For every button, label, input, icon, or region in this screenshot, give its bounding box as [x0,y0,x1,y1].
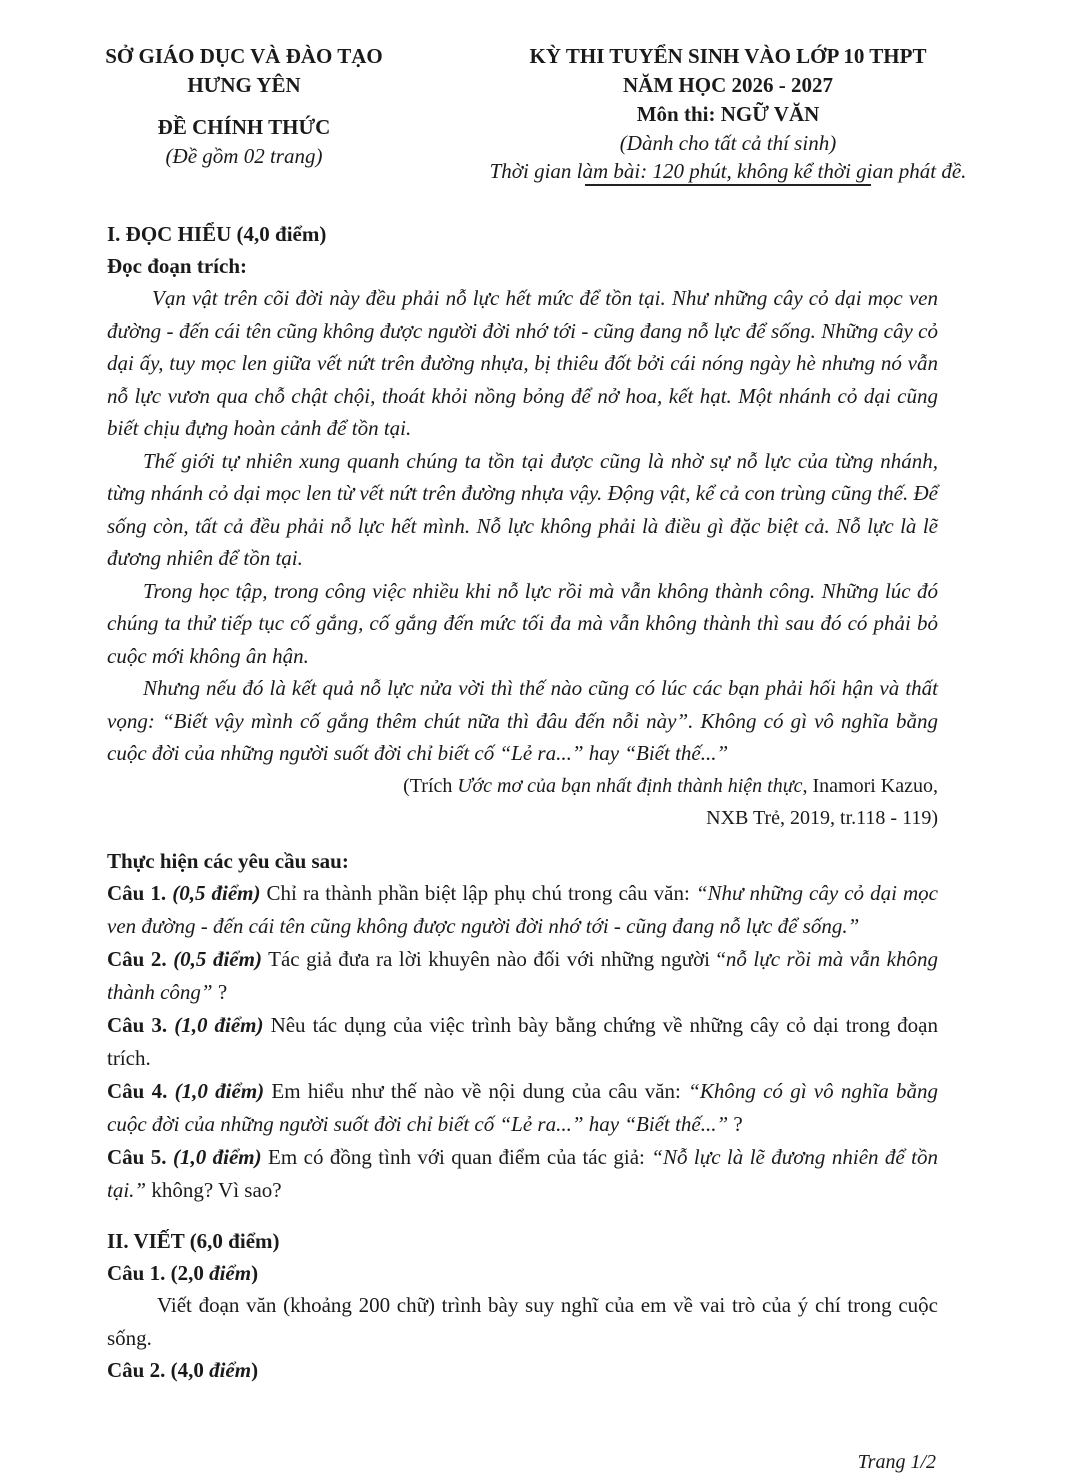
question-tail: không? Vì sao? [146,1177,282,1202]
citation-author: , Inamori Kazuo, [802,774,938,797]
writing-question-1-title: Câu 1. (2,0 điểm) [107,1260,259,1285]
writing-question-2-title: Câu 2. (4,0 điểm) [107,1357,259,1382]
exam-content [107,218,938,1386]
department-name: SỞ GIÁO DỤC VÀ ĐÀO TẠO [105,44,383,68]
subject-line: Môn thi: NGỮ VĂN [636,102,820,126]
tasks-title: Thực hiện các yêu cầu sau: [107,848,349,873]
audience-note: (Dành cho tất cả thí sinh) [619,131,837,155]
passage-paragraph: Thế giới tự nhiên xung quanh chúng ta tồn tại được cũng là nhờ sự nỗ lực của từng nhánh, từng nhánh cỏ dại mọc len từ vết nứt trên đường nhựa vậy. Động vật, kể cả con trùng cũng thế. Để sống còn, tất cả đều phải nỗ lực hết mình. Nỗ lực không phải là điều gì đặc biệt cả. Nỗ lực là lẽ đương nhiên để tồn tại. [107,448,938,570]
question-3 [107,1009,938,1075]
question-4 [107,1075,938,1141]
reading-section-title: I. ĐỌC HIỂU (4,0 điểm) [107,222,327,246]
question-quote: “Nỗ lực là lẽ đương nhiên để tồn tại.” [107,1144,939,1202]
question-points: (1,0 điểm) [172,1144,262,1169]
reading-subtitle: Đọc đoạn trích: [107,254,247,278]
question-text: Em hiểu như thế nào về nội dung của câu văn: [264,1078,689,1103]
passage-paragraph: Vạn vật trên cõi đời này đều phải nỗ lực hết mức để tồn tại. Như những cây cỏ dại mọc ven đường - đến cái tên cũng không được người đời nhớ tới - cũng đang nỗ lực để sống. Những cây cỏ dại ấy, tuy mọc len giữa vết nứt trên đường nhựa, bị thiêu đốt bởi cái nóng ngày hè nhưng nó vẫn nỗ lực vươn qua chỗ chật chội, thoát khỏi nồng bỏng để nở hoa, kết hạt. Một nhánh cỏ dại cũng biết chịu đựng hoàn cảnh để tồn tại. [107,286,938,440]
question-label: Câu 2. [107,946,167,971]
question-5 [107,1141,938,1207]
question-label: Câu 5. [107,1144,167,1169]
header-right [478,42,978,185]
question-quote: “Như những cây cỏ dại mọc ven đường - đến cái tên cũng không được người đời nhớ tới - cũng đang nỗ lực để sống.” [107,880,938,938]
question-label: Câu 1. [107,880,167,905]
question-points: (0,5 điểm) [173,946,262,971]
citation-prefix: (Trích [403,774,458,797]
question-1 [107,877,938,943]
question-tail: ? [728,1111,743,1136]
province-name: HƯNG YÊN [187,73,301,97]
page-number: Trang 1/2 [857,1451,936,1473]
exam-title: KỲ THI TUYỂN SINH VÀO LỚP 10 THPT [529,44,927,68]
official-label: ĐỀ CHÍNH THỨC [157,115,331,139]
question-tail: ? [212,979,228,1004]
question-points: (0,5 điểm) [172,880,261,905]
question-text: Chỉ ra thành phần biệt lập phụ chú trong câu văn: [260,880,696,905]
question-text: Nêu tác dụng của việc trình bày bằng chứng về những cây cỏ dại trong đoạn trích. [107,1012,938,1070]
pages-note: (Đề gồm 02 trang) [165,144,323,168]
time-note: Thời gian làm bài: 120 phút, không kể thời gian phát đề. [489,159,967,183]
header-divider [585,184,871,186]
question-points: (1,0 điểm) [174,1078,265,1103]
header-left [96,42,392,170]
question-label: Câu 4. [107,1078,168,1103]
question-points: (1,0 điểm) [174,1012,264,1037]
source-citation [107,770,938,834]
question-label: Câu 3. [107,1012,168,1037]
writing-section-title: II. VIẾT (6,0 điểm) [107,1228,280,1253]
citation-publisher: NXB Trẻ, 2019, tr.118 - 119) [706,806,938,829]
question-quote: “Không có gì vô nghĩa bằng cuộc đời của những người suốt đời chỉ biết cố “Lẻ ra...” hay “Biết thế...” [107,1078,938,1136]
citation-work-title: Ước mơ của bạn nhất định thành hiện thực [457,774,803,797]
question-2 [107,943,938,1009]
passage-paragraph: Nhưng nếu đó là kết quả nỗ lực nửa vời thì thế nào cũng có lúc các bạn phải hối hận và thất vọng: “Biết vậy mình cố gắng thêm chút nữa thì đâu đến nỗi này”. Không có gì vô nghĩa bằng cuộc đời của những người suốt đời chỉ biết cố “Lẻ ra...” hay “Biết thế...” [107,676,938,765]
school-year: NĂM HỌC 2026 - 2027 [623,73,833,97]
question-text: Em có đồng tình với quan điểm của tác giả: [261,1144,652,1169]
question-text: Tác giả đưa ra lời khuyên nào đối với những người “ [261,946,726,971]
passage-paragraph: Trong học tập, trong công việc nhiều khi nỗ lực rồi mà vẫn không thành công. Những lúc đó chúng ta thử tiếp tục cố gắng, cố gắng đến mức tối đa mà vẫn không thành thì sau đó có phải bỏ cuộc mới không ân hận. [107,578,938,668]
writing-question-1-task: Viết đoạn văn (khoảng 200 chữ) trình bày suy nghĩ của em về vai trò của ý chí trong cuộc sống. [107,1292,938,1350]
question-quote: nỗ lực rồi mà vẫn không thành công” [107,946,938,1004]
